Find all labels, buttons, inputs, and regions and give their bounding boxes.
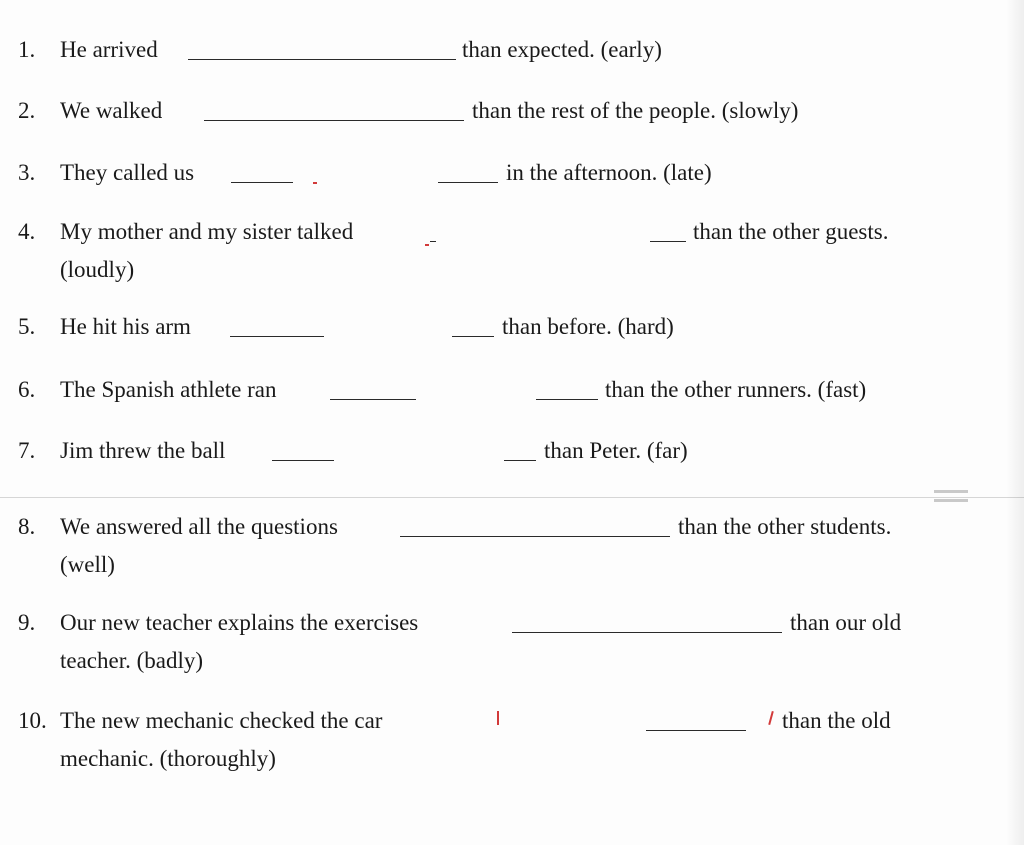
sentence-continuation: (well) [60,552,115,577]
answer-blank-end[interactable] [452,336,494,337]
answer-blank[interactable] [231,182,293,183]
item-number: 8. [18,514,36,539]
item-number: 9. [18,610,36,635]
page-divider [0,497,1024,498]
answer-blank[interactable] [400,536,670,537]
correction-mark [313,182,317,184]
sentence-end: than expected. (early) [462,37,662,62]
sentence-start: We answered all the questions [60,514,338,539]
page-edge-shadow [1006,0,1024,845]
answer-blank[interactable] [330,399,416,400]
item-number: 1. [18,37,36,62]
answer-blank[interactable] [646,730,746,731]
sentence-end: than the rest of the people. (slowly) [472,98,799,123]
answer-blank-end[interactable] [504,460,536,461]
answer-blank-end[interactable] [536,399,598,400]
handle-icon [934,490,968,502]
item-number: 10. [18,708,47,733]
answer-blank-end[interactable] [438,182,498,183]
sentence-start: He arrived [60,37,158,62]
sentence-start: The new mechanic checked the car [60,708,383,733]
sentence-end: than Peter. (far) [544,438,688,463]
sentence-end: than before. (hard) [502,314,674,339]
item-number: 7. [18,438,36,463]
item-number: 2. [18,98,36,123]
sentence-end: than the other students. [678,514,892,539]
sentence-continuation: (loudly) [60,257,135,282]
sentence-end: than the other guests. [693,219,889,244]
sentence-start: Jim threw the ball [60,438,226,463]
answer-blank[interactable] [512,632,782,633]
sentence-end: than the old [782,708,891,733]
answer-blank[interactable] [272,460,334,461]
sentence-start: They called us [60,160,195,185]
item-number: 6. [18,377,36,402]
sentence-continuation: teacher. (badly) [60,648,204,673]
sentence-end: in the afternoon. (late) [506,160,712,185]
sentence-end: than the other runners. (fast) [605,377,867,402]
sentence-continuation: mechanic. (thoroughly) [60,746,276,771]
answer-blank[interactable] [230,336,324,337]
correction-mark [425,244,429,246]
sentence-start: My mother and my sister talked [60,219,354,244]
item-number: 4. [18,219,36,244]
sentence-start: He hit his arm [60,314,191,339]
sentence-end: than our old [790,610,902,635]
item-number: 5. [18,314,36,339]
answer-blank[interactable] [204,120,464,121]
item-number: 3. [18,160,36,185]
sentence-start: We walked [60,98,163,123]
answer-blank-end[interactable] [650,241,686,242]
answer-blank[interactable] [430,241,436,242]
correction-mark [497,711,499,725]
sentence-start: Our new teacher explains the exercises [60,610,419,635]
sentence-start: The Spanish athlete ran [60,377,277,402]
answer-blank[interactable] [188,59,456,60]
